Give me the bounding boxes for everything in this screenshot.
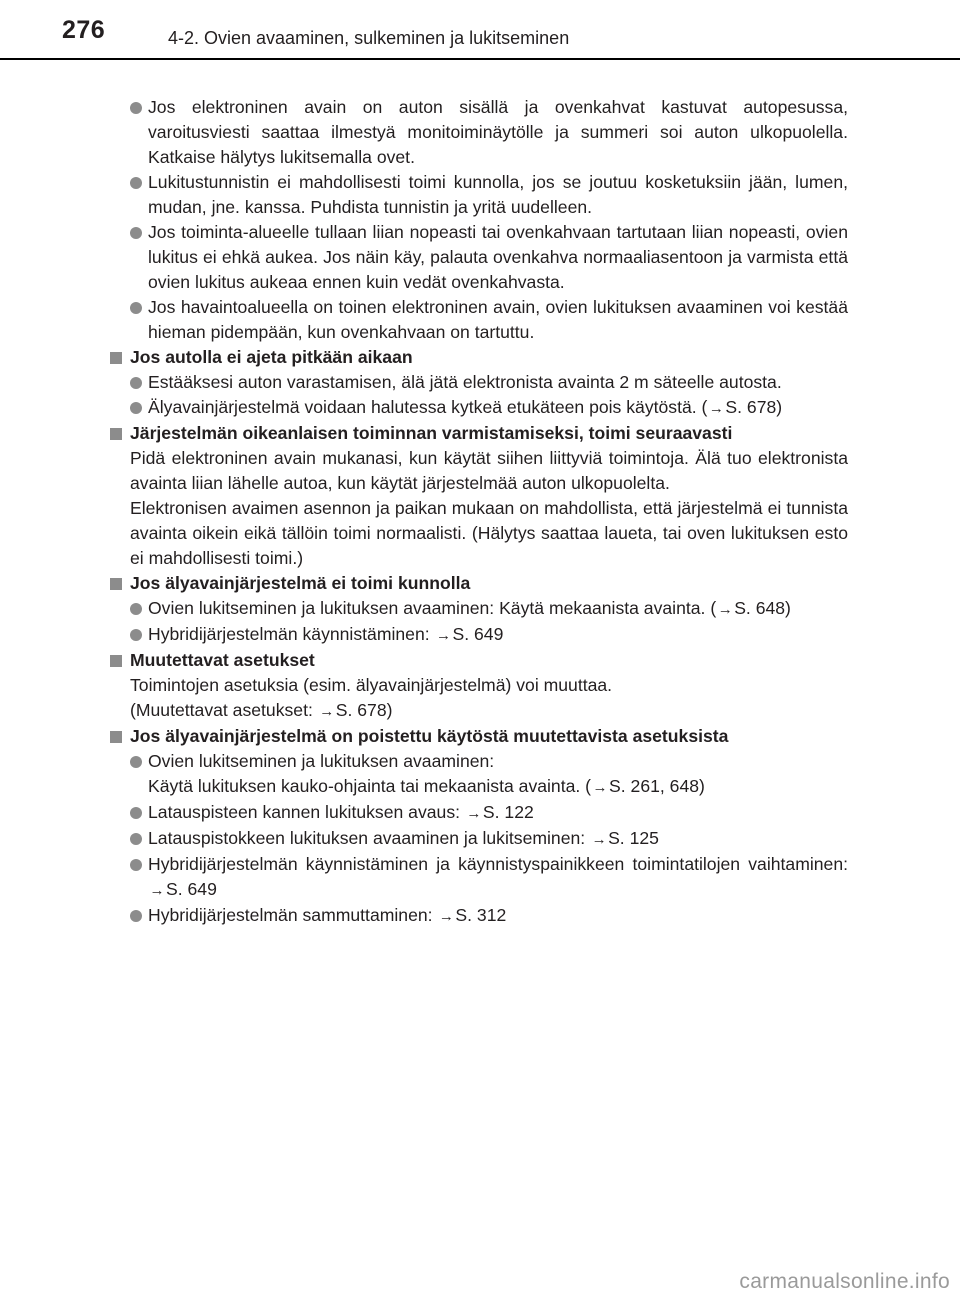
bullet-item: Hybridijärjestelmän sammuttaminen: →S. 312	[108, 903, 848, 929]
bullet-dot-icon	[130, 402, 142, 414]
watermark: carmanualsonline.info	[739, 1270, 950, 1293]
bullet-item: Latauspisteen kannen lukituksen avaus: →S. 122	[108, 800, 848, 826]
bullet-item: Älyavainjärjestelmä voidaan halutessa kytkeä etukäteen pois käytöstä. ( →S. 678)	[108, 395, 848, 421]
page-content	[108, 95, 848, 929]
paragraph: (Muutettavat asetukset: →S. 678)	[108, 698, 848, 724]
bullet-dot-icon	[130, 377, 142, 389]
bullet-dot-icon	[130, 807, 142, 819]
bullet-dot-icon	[130, 859, 142, 871]
page-reference-arrow-icon: →	[717, 601, 733, 618]
bullet-item: Latauspistokkeen lukituksen avaaminen ja lukitseminen: →S. 125	[108, 826, 848, 852]
section-heading: Järjestelmän oikeanlaisen toiminnan varmistamiseksi, toimi seuraavasti	[108, 421, 848, 446]
page-reference-arrow-icon: →	[319, 703, 335, 720]
section-square-icon	[110, 731, 122, 743]
page-reference[interactable]: S. 678)	[725, 397, 783, 417]
page-reference[interactable]: S. 261, 648)	[609, 776, 705, 796]
paragraph: Toimintojen asetuksia (esim. älyavainjärjestelmä) voi muuttaa.	[130, 675, 613, 695]
bullet-dot-icon	[130, 910, 142, 922]
bullet-item: Jos elektroninen avain on auton sisällä ja ovenkahvat kastuvat autopesussa, varoitusviesti saattaa ilmestyä monitoiminäytölle ja summeri soi auton ulkopuolella. Katkaise hälytys lukitsemalla ovet.	[108, 95, 848, 170]
section-square-icon	[110, 578, 122, 590]
bullet-item: Jos toiminta-alueelle tullaan liian nopeasti tai ovenkahvaan tartutaan liian nopeasti, ovien lukitus ei ehkä aukea. Jos näin käy, palauta ovenkahva normaaliasentoon ja varmista että ovien lukitus aukeaa ennen kuin vedät ovenkahvasta.	[108, 220, 848, 295]
page-reference[interactable]: S. 678)	[335, 700, 393, 720]
bullet-dot-icon	[130, 756, 142, 768]
section-heading: Jos älyavainjärjestelmä on poistettu käytöstä muutettavista asetuksista	[108, 724, 848, 749]
section-square-icon	[110, 655, 122, 667]
bullet-item: Hybridijärjestelmän käynnistäminen: →S. 649	[108, 622, 848, 648]
page-reference-arrow-icon: →	[438, 908, 454, 925]
paragraph: Pidä elektroninen avain mukanasi, kun käytät siihen liittyviä toimintoja. Älä tuo elektronista avainta liian lähelle autoa, kun käytät järjestelmää auton ulkopuolelta.	[130, 448, 848, 493]
page-number: 276	[62, 16, 106, 44]
bullet-dot-icon	[130, 629, 142, 641]
page-reference-arrow-icon: →	[708, 400, 724, 417]
page-reference-arrow-icon: →	[592, 779, 608, 796]
bullet-item: Jos havaintoalueella on toinen elektroninen avain, ovien lukituksen avaaminen voi kestää hieman pidempään, kun ovenkahvaan on tartuttu.	[108, 295, 848, 345]
section-square-icon	[110, 428, 122, 440]
page-reference[interactable]: S. 312	[455, 905, 507, 925]
bullet-item: Ovien lukitseminen ja lukituksen avaaminen: Käytä lukituksen kauko-ohjainta tai mekaanista avainta. ( →S. 261, 648)	[108, 749, 848, 800]
bullet-dot-icon	[130, 102, 142, 114]
bullet-dot-icon	[130, 833, 142, 845]
page-header	[0, 0, 960, 60]
section-heading: Jos älyavainjärjestelmä ei toimi kunnolla	[108, 571, 848, 596]
page-reference[interactable]: S. 649	[166, 879, 217, 899]
page-reference-arrow-icon: →	[591, 831, 607, 848]
bullet-item: Ovien lukitseminen ja lukituksen avaaminen: Käytä mekaanista avainta. ( →S. 648)	[108, 596, 848, 622]
page-reference[interactable]: S. 122	[482, 802, 534, 822]
bullet-item: Hybridijärjestelmän käynnistäminen ja käynnistyspainikkeen toimintatilojen vaihtaminen: →S. 649	[108, 852, 848, 903]
section-square-icon	[110, 352, 122, 364]
bullet-dot-icon	[130, 302, 142, 314]
bullet-dot-icon	[130, 227, 142, 239]
page-reference[interactable]: S. 649	[452, 624, 504, 644]
bullet-item: Lukitustunnistin ei mahdollisesti toimi kunnolla, jos se joutuu kosketuksiin jään, lumen, mudan, jne. kanssa. Puhdista tunnistin ja yritä uudelleen.	[108, 170, 848, 220]
bullet-dot-icon	[130, 177, 142, 189]
page-reference[interactable]: S. 648)	[734, 598, 791, 618]
chapter-title: 4-2. Ovien avaaminen, sulkeminen ja lukitseminen	[168, 28, 570, 48]
bullet-dot-icon	[130, 603, 142, 615]
bullet-item: Estääksesi auton varastamisen, älä jätä elektronista avainta 2 m säteelle autosta.	[108, 370, 848, 395]
page-reference[interactable]: S. 125	[608, 828, 659, 848]
paragraph: Elektronisen avaimen asennon ja paikan mukaan on mahdollista, että järjestelmä ei tunnista avainta oikein eikä tällöin toimi normaalisti. (Hälytys saattaa laueta, tai oven lukituksen esto ei mahdollisesti toimi.)	[130, 498, 848, 568]
page-reference-arrow-icon: →	[466, 805, 482, 822]
header-divider	[0, 58, 960, 60]
page-reference-arrow-icon: →	[436, 627, 452, 644]
section-heading: Jos autolla ei ajeta pitkään aikaan	[108, 345, 848, 370]
page-reference-arrow-icon: →	[149, 882, 165, 899]
section-heading: Muutettavat asetukset	[108, 648, 848, 673]
